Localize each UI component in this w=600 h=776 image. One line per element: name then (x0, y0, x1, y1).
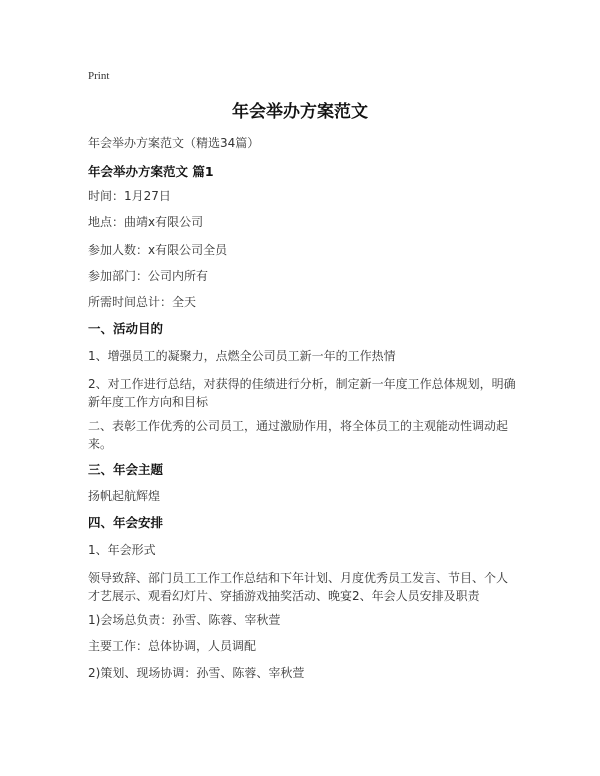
departments-line: 参加部门：公司内所有 (88, 269, 209, 283)
section-heading: 年会举办方案范文 篇1 (88, 164, 214, 179)
lead-line: 1)会场总负责：孙雪、陈蓉、宰秋萱 (88, 613, 281, 627)
subtitle: 年会举办方案范文（精选34篇） (88, 136, 260, 150)
planning-line: 2)策划、现场协调：孙雪、陈蓉、宰秋萱 (88, 666, 305, 680)
purpose-item-3: 二、表彰工作优秀的公司员工，通过激励作用，将全体员工的主观能动性调动起来。 (88, 419, 509, 451)
format-text: 领导致辞、部门员工工作工作总结和下年计划、月度优秀员工发言、节目、个人才艺展示、观看幻灯片、穿插游戏抽奖活动、晚宴2、年会人员安排及职责 (88, 571, 509, 603)
main-work-line: 主要工作：总体协调，人员调配 (88, 639, 257, 653)
location-line: 地点：曲靖x有限公司 (88, 215, 204, 229)
format-label: 1、年会形式 (88, 543, 156, 557)
heading-theme: 三、年会主题 (88, 462, 164, 477)
duration-line: 所需时间总计：全天 (88, 295, 197, 309)
document-title: 年会举办方案范文 (232, 102, 368, 122)
heading-arrangement: 四、年会安排 (88, 515, 164, 530)
theme-text: 扬帆起航辉煌 (88, 489, 161, 503)
purpose-item-1: 1、增强员工的凝聚力，点燃全公司员工新一年的工作热情 (88, 349, 396, 363)
heading-purpose: 一、活动目的 (88, 321, 164, 336)
print-label[interactable]: Print (88, 70, 110, 82)
time-line: 时间：1月27日 (88, 189, 171, 203)
purpose-item-2: 2、对工作进行总结，对获得的佳绩进行分析，制定新一年度工作总体规划，明确新年度工作方向和目标 (88, 377, 516, 409)
participants-line: 参加人数：x有限公司全员 (88, 243, 228, 257)
